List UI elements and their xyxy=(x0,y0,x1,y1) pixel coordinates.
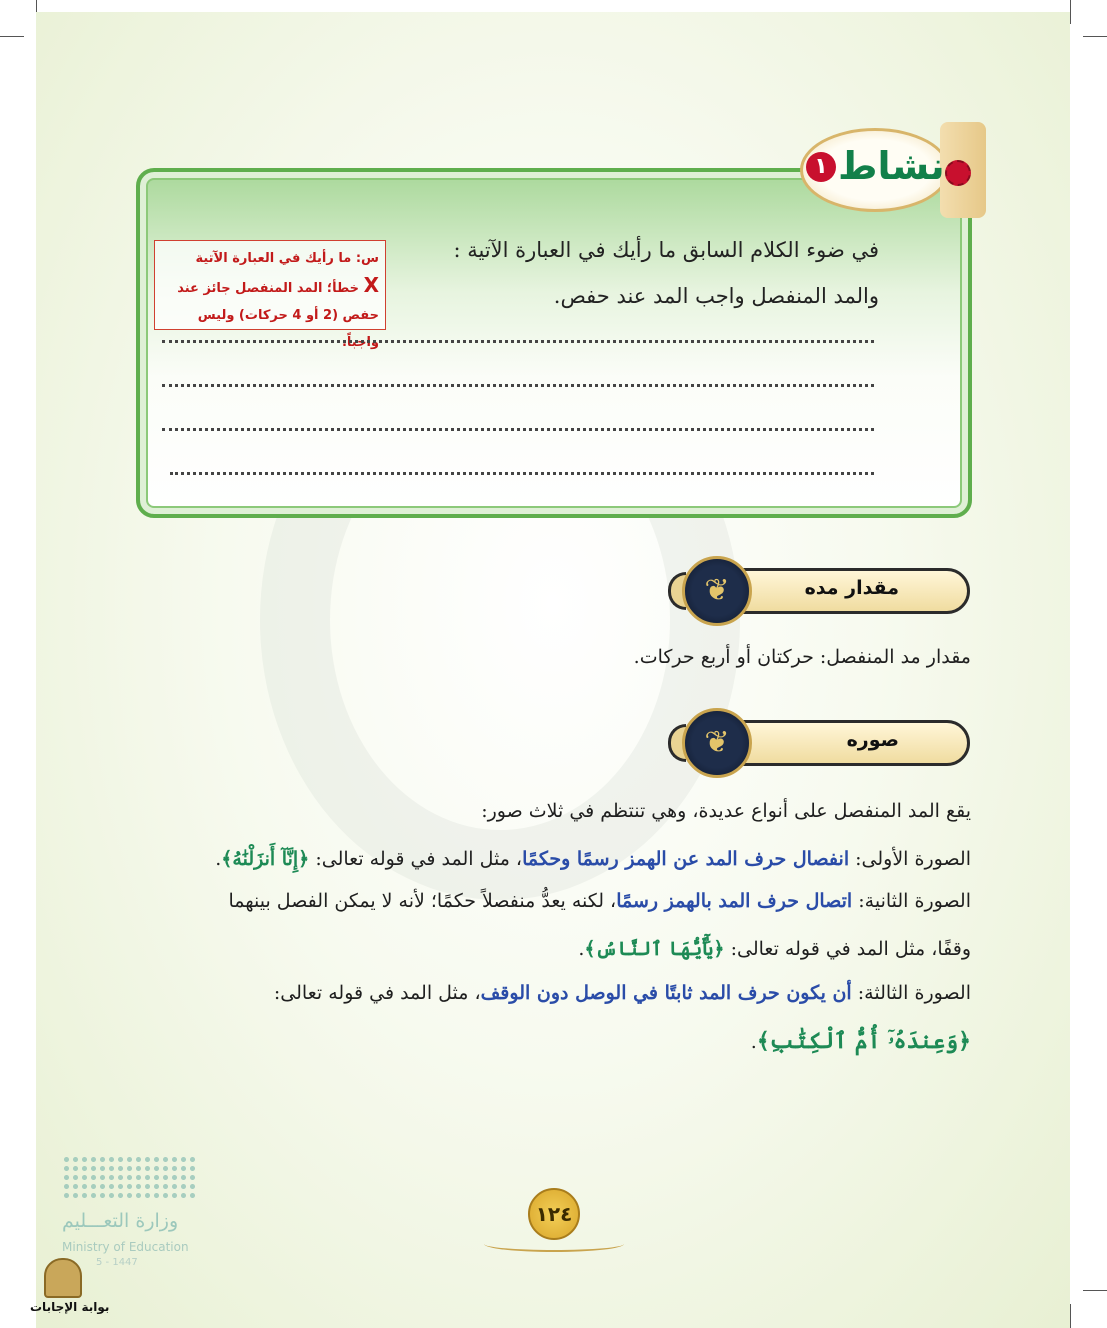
crop-mark xyxy=(1070,1304,1071,1328)
page-number-ornament xyxy=(484,1180,624,1260)
answer-note-line2: X خطأ؛ المد المنفصل جائز عند xyxy=(177,273,379,297)
answer-line[interactable] xyxy=(170,472,874,475)
answer-line[interactable] xyxy=(162,428,874,431)
grape-leaf-icon: ❦ xyxy=(682,556,752,626)
verse-three: ﴿وَعِندَهُۥٓ أُمُّ ٱلْكِتَٰبِ﴾ xyxy=(756,1028,971,1054)
activity-number: ١ xyxy=(806,152,836,182)
edition-year: 5 - 1447 xyxy=(96,1257,138,1268)
page-number: ١٢٤ xyxy=(528,1188,580,1240)
answer-line[interactable] xyxy=(162,384,874,387)
section-header-forms xyxy=(668,708,972,778)
section-header-amount xyxy=(668,556,972,626)
grape-leaf-icon: ❦ xyxy=(682,708,752,778)
verse-one: ﴿إِنَّآ أَنزَلْنَٰهُ﴾ xyxy=(221,848,310,870)
ministry-logo-dots xyxy=(62,1155,198,1199)
form-two: الصورة الثانية: اتصال حرف المد بالهمز رسمًا، لكنه يعدُّ منفصلاً حكمًا؛ لأنه لا يمكن الفصل بينهما xyxy=(228,890,971,912)
form-one: الصورة الأولى: انفصال حرف المد عن الهمز رسمًا وحكمًا، مثل المد في قوله تعالى: ﴿إِنَّآ أَنزَلْنَٰهُ﴾. xyxy=(215,848,971,870)
section-header-label: مقدار مده xyxy=(804,577,899,599)
ministry-name-english: Ministry of Education xyxy=(62,1240,189,1254)
answer-note xyxy=(154,240,386,350)
answer-note-line3: حفص (2 أو 4 حركات) وليس واجباً. xyxy=(197,308,379,350)
answer-note-line1: س: ما رأيك في العبارة الآتية xyxy=(195,251,379,266)
wrong-mark-icon: X xyxy=(363,273,379,297)
amount-text: مقدار مد المنفصل: حركتان أو أربع حركات. xyxy=(633,646,971,668)
form-three-verse-line: ﴿وَعِندَهُۥٓ أُمُّ ٱلْكِتَٰبِ﴾. xyxy=(750,1028,971,1054)
section-header-label: صوره xyxy=(846,729,899,751)
form-two-continued: وقفًا، مثل المد في قوله تعالى: ﴿يَٰٓأَيُّهَا ٱلنَّاسُ﴾. xyxy=(578,938,971,960)
crop-mark xyxy=(1083,1290,1107,1291)
crop-mark xyxy=(1070,0,1071,24)
crop-mark xyxy=(0,36,24,37)
portal-logo-icon xyxy=(44,1258,82,1298)
activity-badge xyxy=(800,122,980,218)
activity-question-line2: والمد المنفصل واجب المد عند حفص. xyxy=(553,284,879,308)
form-two-highlight: اتصال حرف المد بالهمز رسمًا xyxy=(616,890,853,912)
portal-label: بوابة الإجابات xyxy=(30,1300,110,1314)
forms-intro: يقع المد المنفصل على أنواع عديدة، وهي تنتظم في ثلاث صور: xyxy=(481,800,971,822)
form-one-highlight: انفصال حرف المد عن الهمز رسمًا وحكمًا xyxy=(522,848,850,870)
activity-question-line1: في ضوء الكلام السابق ما رأيك في العبارة الآتية : xyxy=(453,238,879,262)
verse-two: ﴿يَٰٓأَيُّهَا ٱلنَّاسُ﴾ xyxy=(584,938,725,960)
form-three-highlight: أن يكون حرف المد ثابتًا في الوصل دون الوقف xyxy=(480,982,852,1004)
ministry-name-arabic: وزارة التعـــليم xyxy=(62,1210,179,1232)
wax-seal-icon xyxy=(945,160,971,186)
crop-mark xyxy=(1083,36,1107,37)
activity-title: نشاط xyxy=(838,144,945,188)
form-three: الصورة الثالثة: أن يكون حرف المد ثابتًا في الوصل دون الوقف، مثل المد في قوله تعالى: xyxy=(273,982,971,1004)
answer-line[interactable] xyxy=(162,340,874,343)
